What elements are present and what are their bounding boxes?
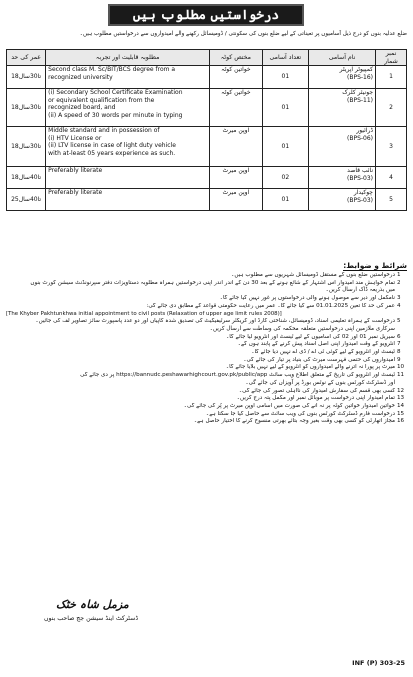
intro-paragraph: [6, 30, 407, 38]
condition-number: 16: [397, 418, 405, 425]
condition-item: [6, 280, 407, 295]
condition-text: میں بذریعہ ڈاک ارسال کریں۔: [325, 287, 395, 294]
post-cell: [309, 167, 376, 189]
signature-title: ڈسٹرکٹ اینڈ سیشن جج صاحب بنوں: [44, 615, 139, 622]
header-age: عمر کی حد: [7, 50, 46, 66]
serial-cell: 4: [376, 167, 407, 189]
qualification-cell: [46, 89, 210, 127]
post-name: چوکیدار: [353, 189, 374, 197]
quota-cell: اوپن میرٹ: [210, 189, 263, 211]
qualification-line: recognized university: [48, 73, 113, 81]
condition-text: کسی بھی قسم کی سفارش امیدوار کی نااہلی تصور کی جائے گی۔: [238, 387, 395, 394]
qualification-line: (i) HTV License or: [48, 134, 102, 142]
table-row: [7, 89, 407, 127]
condition-text: تمام امیدوار اپنی درخواست پر موبائل نمبر اور مکمل پتہ درج کریں۔: [236, 395, 395, 402]
serial-cell: 5: [376, 189, 407, 211]
table-row: [7, 127, 407, 167]
post-name: نائب قاصد: [347, 167, 374, 175]
condition-number: 4: [397, 302, 401, 309]
condition-item: [6, 318, 407, 333]
condition-number: 8: [397, 349, 401, 356]
serial-cell: 1: [376, 66, 407, 89]
post-bps: (BPS-16): [347, 73, 374, 81]
age-cell: 18تا40سال: [7, 167, 46, 189]
condition-item: [6, 411, 407, 419]
qualification-line: or equivalent qualification from the: [48, 96, 155, 104]
condition-text: خواتین امیدوار خواتین کوٹہ پر نہ آنے کی صورت میں آسامی اوپن میرٹ پر پُر کی جائے گی۔: [183, 402, 395, 409]
condition-item: [6, 349, 407, 357]
condition-item: [6, 341, 407, 349]
conditions-list: [6, 272, 407, 426]
condition-item: [6, 388, 407, 396]
condition-item: [6, 295, 407, 303]
condition-item: [6, 372, 407, 387]
qualification-line: recognized board, and: [48, 104, 116, 112]
condition-text: اور ڈسٹرکٹ کورٹس بنوں کے نوٹس بورڈ پر آویزاں کی جائے گی۔: [245, 379, 395, 386]
condition-number: 12: [397, 387, 405, 394]
age-cell: 18تا30سال: [7, 127, 46, 167]
post-bps: (BPS-03): [347, 174, 374, 182]
advert-banner: درخواستیں مطلوب ہیں: [108, 4, 304, 26]
qualification-cell: [46, 127, 210, 167]
condition-number: 10: [397, 364, 405, 371]
quota-cell: اوپن میرٹ: [210, 127, 263, 167]
serial-cell: 2: [376, 89, 407, 127]
condition-item: [6, 272, 407, 280]
post-cell: [309, 89, 376, 127]
condition-item: [6, 395, 407, 403]
condition-text: تمام خواہش مند امیدوار اس اشتہار کے شائع ہونے کے بعد 30 دن کے اندر اندر اپنی درخواستیں ہمراہ مطلوبہ دستاویزات دفتر سپرنونڈنٹ سیشن کورٹ بنوں: [30, 279, 395, 286]
condition-text: درخواست فارم ڈسٹرکٹ کورٹس بنوں کی ویب سائٹ سے حاصل کیا جا سکتا ہے۔: [205, 410, 395, 417]
condition-number: 7: [397, 341, 401, 348]
condition-number: 2: [397, 279, 401, 286]
condition-text: [The Khyber Pakhtunkhwa initial appointment to civil posts (Relaxation of upper age limit rules 2008)]: [6, 310, 282, 317]
count-cell: 02: [262, 167, 308, 189]
qualification-line: Middle standard and in possession of: [48, 127, 160, 135]
post-bps: (BPS-11): [347, 96, 374, 104]
condition-text: درخواست کے ہمراہ تعلیمی اسناد، ڈومیسائل، شناختی کارڈ اور کریکٹر سرٹیفیکیٹ کی تصدیق شدہ کاپیاں اور دو عدد پاسپورٹ سائز تصاویر لف کی جائیں۔: [35, 318, 395, 325]
condition-number: 3: [397, 295, 401, 302]
header-post: نام آسامی: [309, 50, 376, 66]
condition-text: ٹیسٹ اور انٹرویو کے لیے کوئی ٹی اے / ڈی اے نہیں دیا جائے گا۔: [251, 349, 395, 356]
condition-item: [6, 364, 407, 372]
signature-name: مزمل شاہ خٹک: [56, 598, 129, 611]
condition-text: ٹیسٹ اور انٹرویو کی تاریخ کے متعلق اطلاع ویب سائٹ https://bannudc.peshawarhighcourt.gov.pk/public/app پر دی جائے گی: [80, 372, 395, 379]
qualification-line: with at-least 05 years experience as such.: [48, 149, 176, 157]
condition-item: [6, 311, 407, 319]
condition-number: 15: [397, 410, 405, 417]
quota-cell: خواتین کوٹہ: [210, 89, 263, 127]
count-cell: 01: [262, 89, 308, 127]
table-row: [7, 167, 407, 189]
condition-number: 14: [397, 402, 405, 409]
qualification-cell: [46, 66, 210, 89]
condition-item: [6, 334, 407, 342]
condition-number: 5: [397, 318, 401, 325]
post-cell: [309, 66, 376, 89]
qualification-line: Preferably literate: [48, 189, 103, 197]
header-count: تعداد آسامی: [262, 50, 308, 66]
quota-cell: خواتین کوٹہ: [210, 66, 263, 89]
age-cell: 18تا30سال: [7, 89, 46, 127]
condition-text: سیریل نمبر 01 اور 02 کی آسامیوں کے لیے ٹیسٹ اور انٹرویو لیا جائے گا۔: [226, 333, 395, 340]
condition-text: سرکاری ملازمین اپنی درخواستیں متعلقہ محکمہ کی وساطت سے ارسال کریں۔: [209, 325, 395, 332]
qualification-line: Second class M. Sc/BIT/BCS degree from a: [48, 66, 176, 74]
condition-text: میرٹ پر پورا نہ اترنے والے امیدواروں کو انٹرویو کے لیے نہیں بلایا جائے گا۔: [225, 364, 395, 371]
table-header-row: [7, 50, 407, 66]
post-bps: (BPS-03): [347, 196, 374, 204]
intro-line: ضلع عدلیہ بنوں کو درج ذیل آسامیوں پر تعیناتی کے لیے ضلع بنوں کی سکونتی / ڈومیسائل رکھنے والے امیدواروں سے درخواستیں مطلوب ہیں۔: [79, 31, 407, 37]
condition-item: [6, 303, 407, 311]
header-serial: نمبر شمار: [376, 50, 407, 66]
condition-item: [6, 357, 407, 365]
qualification-line: (i) Secondary School Certificate Examination: [48, 89, 183, 97]
serial-cell: 3: [376, 127, 407, 167]
conditions-heading-text: شرائط و ضوابط:: [343, 261, 407, 270]
posts-table: [6, 49, 407, 211]
post-name: کمپیوٹر آپریٹر: [339, 66, 374, 74]
header-quota: مختص کوٹہ: [210, 50, 263, 66]
count-cell: 01: [262, 189, 308, 211]
age-cell: 25تا40سال: [7, 189, 46, 211]
conditions-heading: [6, 261, 407, 270]
condition-item: [6, 403, 407, 411]
post-cell: [309, 189, 376, 211]
condition-text: انٹرویو کے وقت امیدوار اپنی اصل اسناد پیش کرنے کے پابند ہوں گے۔: [237, 341, 395, 348]
count-cell: 01: [262, 127, 308, 167]
condition-number: 6: [397, 333, 401, 340]
qualification-line: (ii) LTV license in case of light duty vehicle: [48, 142, 176, 150]
quota-cell: اوپن میرٹ: [210, 167, 263, 189]
inf-reference: INF (P) 303-25: [352, 659, 405, 667]
qualification-cell: [46, 189, 210, 211]
header-qualification: مطلوبہ قابلیت اور تجربہ: [46, 50, 210, 66]
condition-text: درخواستیں ضلع بنوں کے مستقل ڈومیسائل شہریوں سے مطلوب ہیں۔: [231, 272, 395, 278]
condition-text: نامکمل اور دیر سے موصول ہونے والی درخواستوں پر غور نہیں کیا جائے گا۔: [219, 295, 395, 302]
table-row: [7, 189, 407, 211]
qualification-cell: [46, 167, 210, 189]
post-name: ڈرائیور: [356, 127, 374, 135]
condition-text: مجاز اتھارٹی کو کسی بھی وقت بغیر وجہ بتائے بھرتی منسوخ کرنے کا اختیار حاصل ہے۔: [193, 418, 395, 425]
condition-number: 13: [397, 395, 405, 402]
table-row: [7, 66, 407, 89]
condition-text: امیدواروں کی حتمی فہرست میرٹ کی بنیاد پر تیار کی جائے گی۔: [243, 356, 395, 363]
post-name: جونیئر کلرک: [342, 89, 374, 97]
condition-number: 9: [397, 356, 401, 363]
qualification-line: Preferably literate: [48, 167, 103, 175]
condition-item: [6, 418, 407, 426]
condition-text: عمر کی حد کا تعین 01.01.2025 سے کیا جائے گا۔ عمر میں رعایت حکومتی قواعد کے مطابق دی جائے گی:: [146, 302, 395, 309]
qualification-line: (ii) A speed of 30 words per minute in typing: [48, 111, 183, 119]
age-cell: 18تا30سال: [7, 66, 46, 89]
condition-number: 11: [397, 372, 405, 379]
condition-number: 1: [397, 272, 401, 278]
post-cell: [309, 127, 376, 167]
count-cell: 01: [262, 66, 308, 89]
post-bps: (BPS-06): [347, 134, 374, 142]
